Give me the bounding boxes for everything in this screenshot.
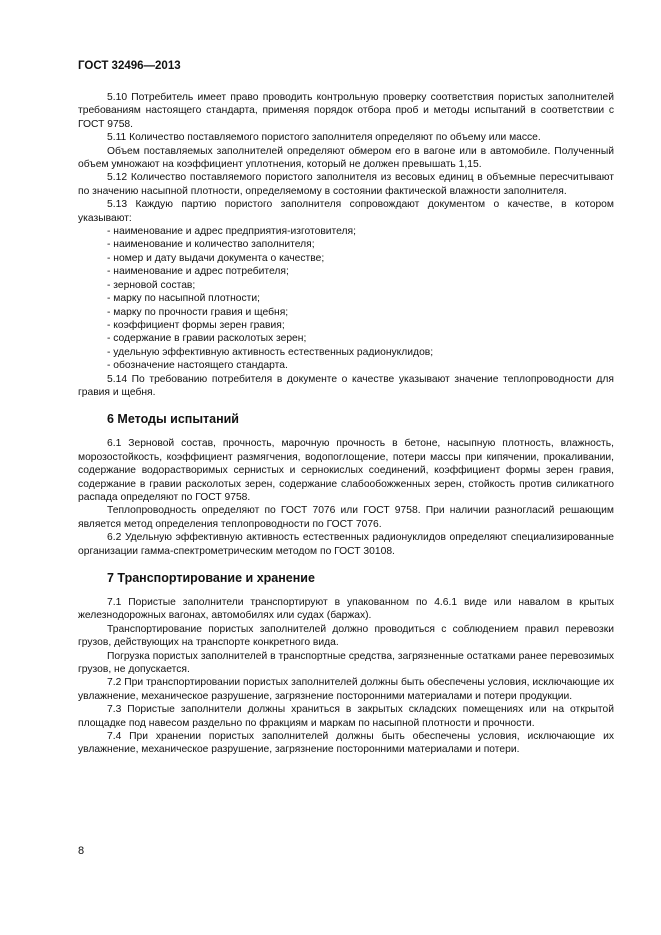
document-header: ГОСТ 32496—2013 xyxy=(78,60,181,72)
paragraph-7-1-rules: Транспортирование пористых заполнителей должно проводиться с соблюдением правил перевозки грузов, действующих на транспорте конкретного вида. xyxy=(78,623,614,649)
list-item: - зерновой состав; xyxy=(107,279,196,291)
section-heading-6: 6 Методы испытаний xyxy=(107,412,239,427)
document-body xyxy=(78,91,614,757)
list-item: - наименование и адрес предприятия-изготовителя; xyxy=(107,226,356,238)
paragraph-7-1-loading: Погрузка пористых заполнителей в транспортные средства, загрязненные остатками ранее перевозимых грузов, не допускается. xyxy=(78,650,614,676)
quality-document-list xyxy=(78,225,614,372)
section-heading-7: 7 Транспортирование и хранение xyxy=(107,571,315,585)
paragraph-5-14: 5.14 По требованию потребителя в документе о качестве указывают значение теплопроводности для гравия и щебня. xyxy=(78,373,614,398)
paragraph-6-2: 6.2 Удельную эффективную активность естественных радионуклидов определяют специализированные организации гамма-спектрометрическим методом по ГОСТ 30108. xyxy=(78,532,614,557)
list-item: - коэффициент формы зерен гравия; xyxy=(107,319,285,331)
paragraph-6-1: 6.1 Зерновой состав, прочность, марочную прочность в бетоне, насыпную плотность, влажность, морозостойкость, коэффициент размягчения, водопоглощение, потери массы при кипячении, прокаливании, содержание водорастворимых сернистых и сернокислых соединений, коэффициент формы зерен гравия, содержание в гравии расколотых зерен, содержание слабообожженных зерен, стойкость против силикатного распада определяют по ГОСТ 9758. xyxy=(78,438,614,503)
paragraph-5-11: 5.11 Количество поставляемого пористого заполнителя определяют по объему или массе. xyxy=(107,132,541,144)
paragraph-5-10: 5.10 Потребитель имеет право проводить контрольную проверку соответствия пористых заполнителей требованиям настоящего стандарта, применяя порядок отбора проб и методы испытаний в соответствии с ГОСТ 9758. xyxy=(78,92,614,130)
page-number: 8 xyxy=(78,845,85,857)
list-item: - наименование и адрес потребителя; xyxy=(107,266,289,278)
list-item: - содержание в гравии расколотых зерен; xyxy=(107,333,307,345)
paragraph-7-1: 7.1 Пористые заполнители транспортируют в упакованном по 4.6.1 виде или навалом в крытых железнодорожных вагонах, автомобилях или судах (баржах). xyxy=(78,597,614,622)
paragraph-7-3: 7.3 Пористые заполнители должны храниться в закрытых складских помещениях или на открытой площадке под навесом раздельно по фракциям и маркам по насыпной плотности и прочности. xyxy=(78,704,614,729)
list-item: - номер и дату выдачи документа о качестве; xyxy=(107,252,325,264)
paragraph-6-1-thermal: Теплопроводность определяют по ГОСТ 7076 или ГОСТ 9758. При наличии разногласий решающим является метод определения теплопроводности по ГОСТ 7076. xyxy=(78,505,614,530)
list-item: - удельную эффективную активность естественных радионуклидов; xyxy=(107,346,434,358)
list-item: - обозначение настоящего стандарта. xyxy=(107,360,288,372)
paragraph-7-4: 7.4 При хранении пористых заполнителей должны быть обеспечены условия, исключающие их увлажнение, механическое разрушение, загрязнение посторонними материалами и потери. xyxy=(78,731,614,756)
paragraph-5-12: 5.12 Количество поставляемого пористого заполнителя из весовых единиц в объемные пересчитывают по значению насыпной плотности, определяемому в состоянии фактической влажности заполнителя. xyxy=(78,172,614,197)
list-item: - марку по насыпной плотности; xyxy=(107,293,260,305)
list-item: - наименование и количество заполнителя; xyxy=(107,239,315,251)
paragraph-7-2: 7.2 При транспортировании пористых заполнителей должны быть обеспечены условия, исключающие их увлажнение, механическое разрушение, загрязнение посторонними материалами и потери продукции. xyxy=(78,677,614,702)
paragraph-5-13: 5.13 Каждую партию пористого заполнителя сопровождают документом о качестве, в котором указывают: xyxy=(78,199,614,224)
paragraph-5-11-volume: Объем поставляемых заполнителей определяют обмером его в вагоне или в автомобиле. Полученный объем умножают на коэффициент уплотнения, который не должен превышать 1,15. xyxy=(78,145,614,171)
list-item: - марку по прочности гравия и щебня; xyxy=(107,306,289,318)
